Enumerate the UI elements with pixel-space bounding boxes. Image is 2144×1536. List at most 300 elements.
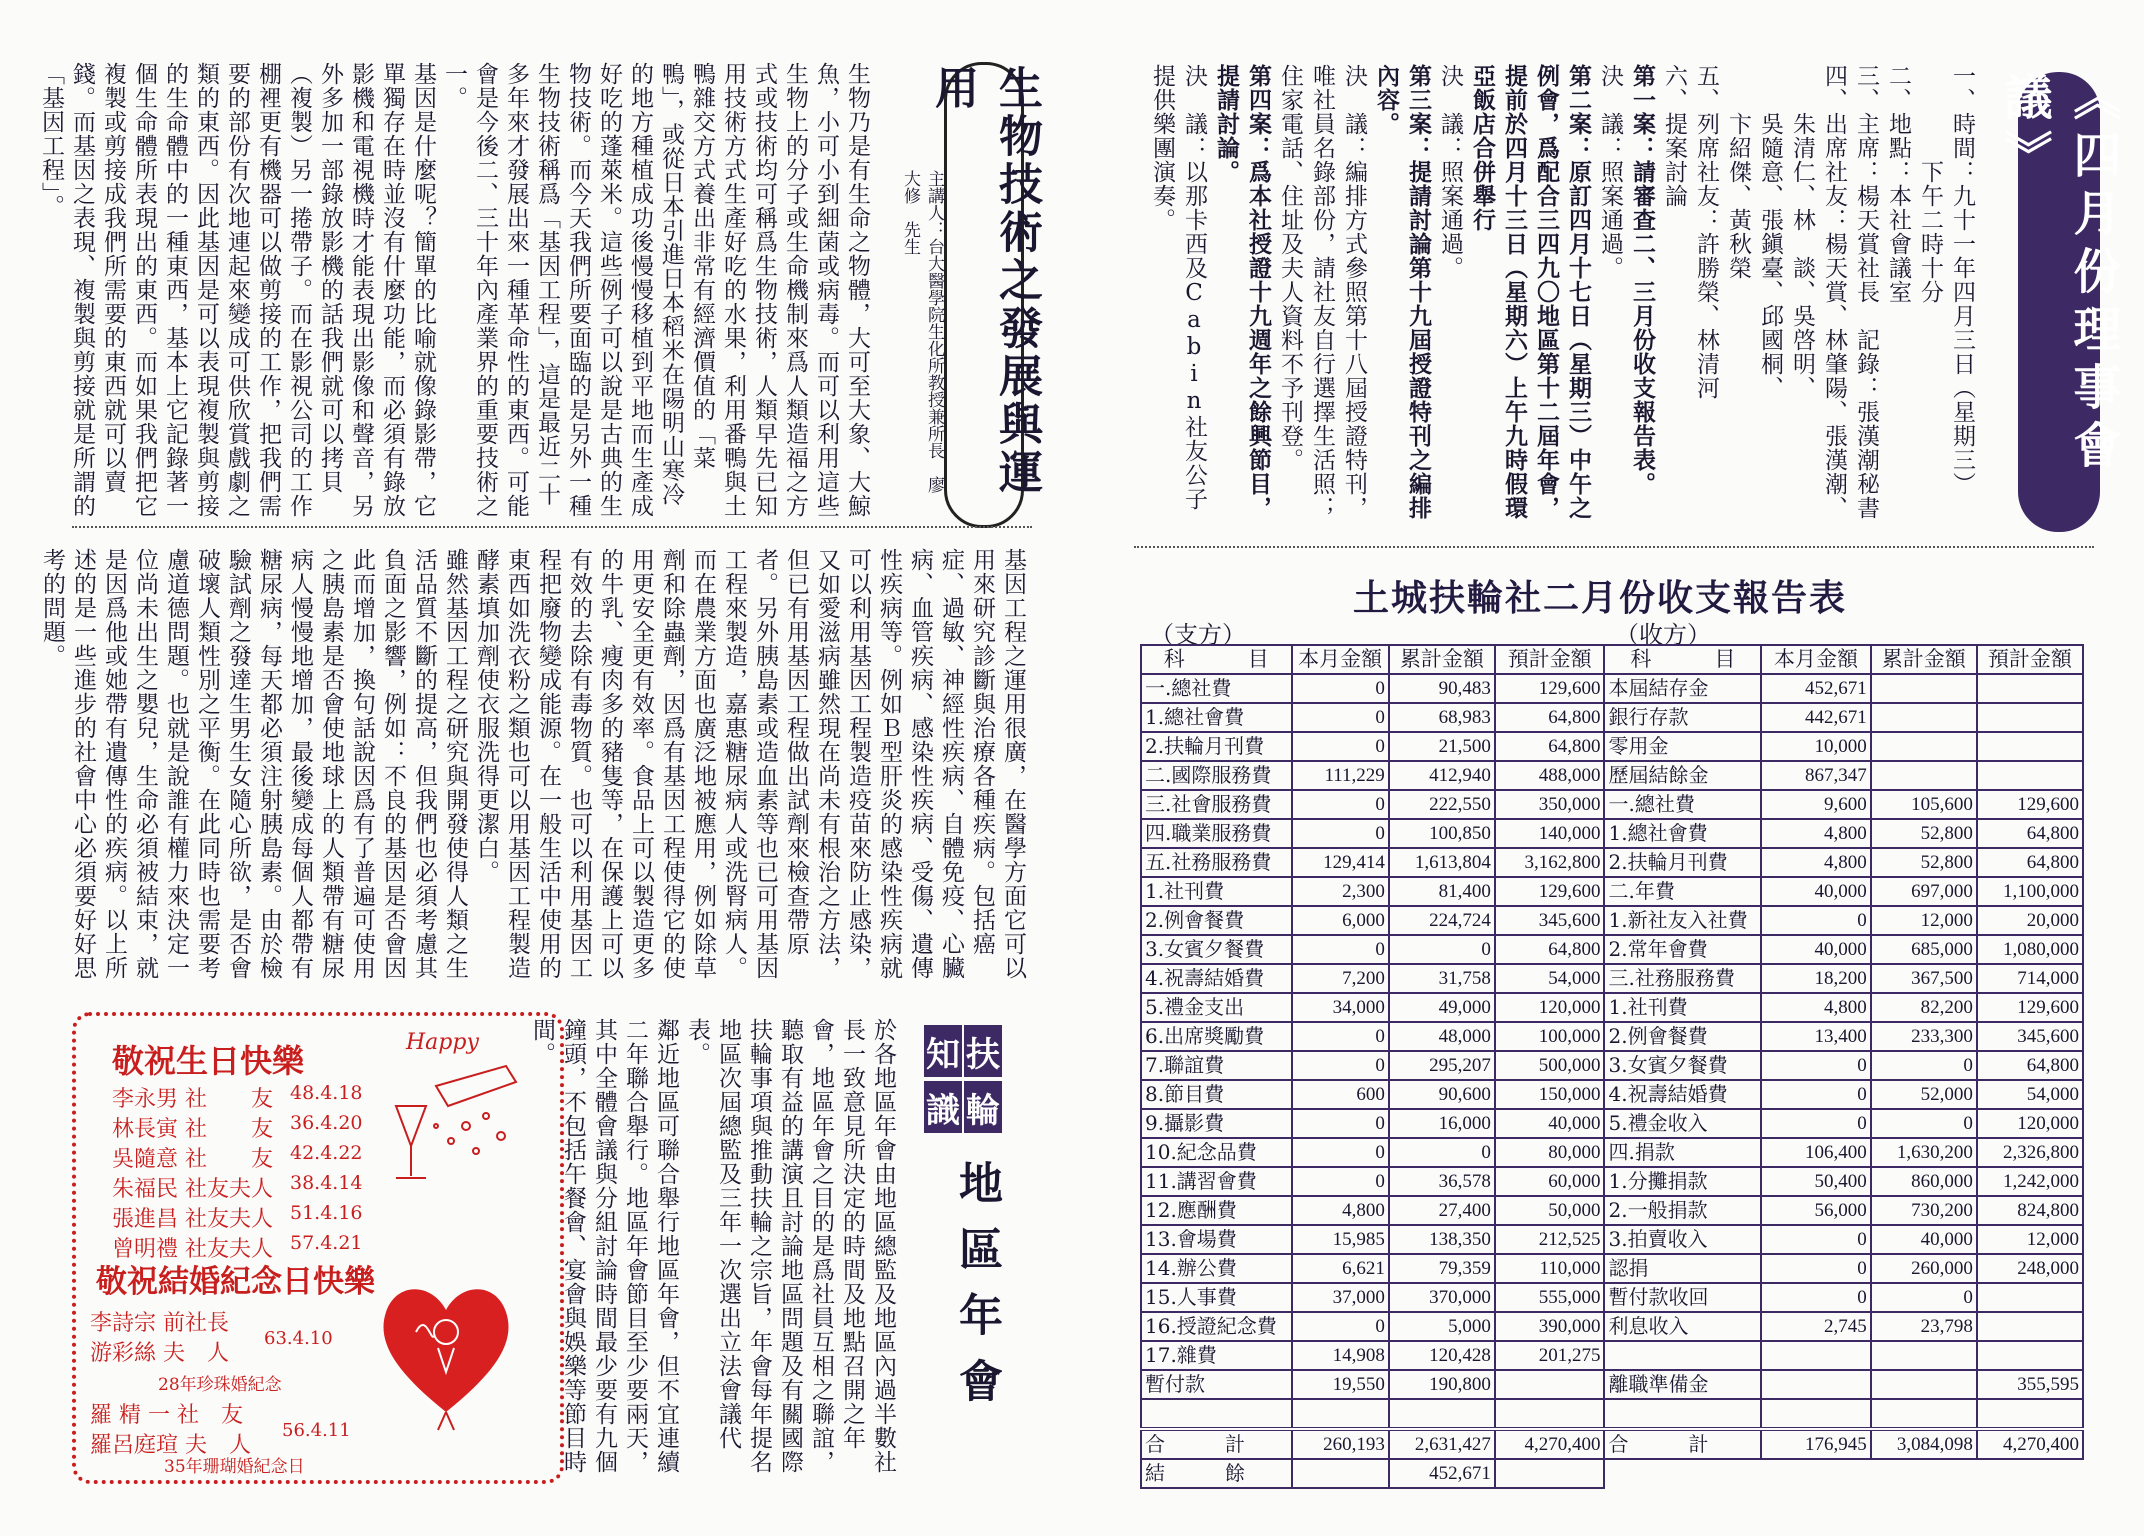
amount-cell: 0: [1292, 703, 1389, 732]
amount-cell: 4,800: [1761, 993, 1871, 1022]
amount-cell: 0: [1292, 1051, 1389, 1080]
empty-cell: [1761, 1399, 1871, 1429]
amount-cell: 212,525: [1495, 1225, 1605, 1254]
amount-cell: 0: [1292, 790, 1389, 819]
amount-cell: 110,000: [1495, 1254, 1605, 1283]
item-cell: 1.總社會費: [1141, 703, 1292, 732]
amount-cell: 0: [1761, 1051, 1871, 1080]
table-row: [1141, 1429, 2083, 1459]
table-row: [1141, 906, 2083, 935]
amount-cell: 64,800: [1977, 848, 2083, 877]
amount-cell: 129,600: [1495, 877, 1605, 906]
item-cell: 2.一般捐款: [1604, 1196, 1761, 1225]
amount-cell: 201,275: [1495, 1341, 1605, 1370]
case-4: 第四案：爲本社授證十九週年之餘興節目，提請討論。: [1213, 64, 1272, 520]
knowledge-text: [529, 1018, 898, 1480]
item-cell: 1.總社會費: [1604, 819, 1761, 848]
amount-cell: 222,550: [1389, 790, 1495, 819]
column-header: 科 目: [1141, 645, 1292, 674]
couple-2-note: 35年珊瑚婚紀念日: [164, 1457, 305, 1477]
article-paragraph: 生物乃是有生命之物體，大可至大象、大鯨魚，小可小到細菌或病毒。而可以利用這些生物上的分子或生命機制來爲人類造福之方式或技術均可稱爲生物技術，人類早先已知用技術方式生產好吃的水果，利用番鴨與土鴨雜交方式養出非常有經濟價值的「菜鴨」，或從日本引進日本稻米在陽明山寒冷的地方種植成功後慢慢移植到平地而生產成好吃的蓬萊米。這些例子可以說是古典的生物技術。而今天我們所要面臨的是另外一種生物技術稱爲「基因工程」，這是最近二十多年來才發展出來一種革命性的東西。可能會是今後二、三十年內產業界的重要技術之一。: [441, 62, 870, 518]
amount-cell: 345,600: [1495, 906, 1605, 935]
income-side-label: （收方）: [1615, 621, 1711, 649]
amount-cell: 0: [1292, 1167, 1389, 1196]
article-title: 生物技術之發展與運用: [927, 65, 1042, 497]
amount-cell: 0: [1292, 1312, 1389, 1341]
item-cell: 零用金: [1604, 732, 1761, 761]
table-row: [1141, 674, 2083, 703]
amount-cell: 370,000: [1389, 1283, 1495, 1312]
table-row: [1141, 877, 2083, 906]
item-cell: 14.辦公費: [1141, 1254, 1292, 1283]
rotary-knowledge-badge: [924, 1025, 1002, 1135]
birthday-date: 38.4.14: [290, 1172, 363, 1194]
column-header: 本月金額: [1761, 645, 1871, 674]
amount-cell: 0: [1761, 1225, 1871, 1254]
empty-cell: [1141, 1399, 1292, 1429]
item-cell: 三.社會服務費: [1141, 790, 1292, 819]
birthday-date: 48.4.18: [290, 1082, 363, 1104]
couple-1-date: 63.4.10: [264, 1328, 333, 1349]
amount-cell: 64,800: [1495, 732, 1605, 761]
amount-cell: 224,724: [1389, 906, 1495, 935]
amount-cell: 442,671: [1761, 703, 1871, 732]
amount-cell: 0: [1292, 1109, 1389, 1138]
amount-cell: 90,600: [1389, 1080, 1495, 1109]
table-row: [1141, 1138, 2083, 1167]
amount-cell: [1871, 732, 1977, 761]
amount-cell: 697,000: [1871, 877, 1977, 906]
table-row: [1141, 1254, 2083, 1283]
amount-cell: 6,000: [1292, 906, 1389, 935]
amount-cell: 390,000: [1495, 1312, 1605, 1341]
item-cell: 暫付款: [1141, 1370, 1292, 1399]
empty-cell: [1604, 1399, 1761, 1429]
amount-cell: 49,000: [1389, 993, 1495, 1022]
amount-cell: 13,400: [1761, 1022, 1871, 1051]
amount-cell: 21,500: [1389, 732, 1495, 761]
amount-cell: 0: [1389, 1138, 1495, 1167]
amount-cell: 52,000: [1871, 1080, 1977, 1109]
amount-cell: 355,595: [1977, 1370, 2083, 1399]
table-row: [1141, 1341, 2083, 1370]
amount-cell: 50,000: [1495, 1196, 1605, 1225]
item-cell: 合 計: [1604, 1429, 1761, 1459]
amount-cell: 81,400: [1389, 877, 1495, 906]
amount-cell: [1871, 703, 1977, 732]
meeting-title-banner: [1996, 72, 2121, 532]
table-row: [1141, 1109, 2083, 1138]
divider-dotted: [1134, 546, 2094, 548]
table-row: [1141, 819, 2083, 848]
amount-cell: 105,600: [1871, 790, 1977, 819]
meeting-line: 二、地點：本社會議室: [1885, 64, 1911, 304]
meeting-line: 卞紹傑、黃秋榮: [1725, 64, 1751, 280]
item-cell: 2.常年會費: [1604, 935, 1761, 964]
amount-cell: 12,000: [1871, 906, 1977, 935]
amount-cell: 6,621: [1292, 1254, 1389, 1283]
amount-cell: 82,200: [1871, 993, 1977, 1022]
amount-cell: 714,000: [1977, 964, 2083, 993]
item-cell: 4.祝壽結婚費: [1604, 1080, 1761, 1109]
meeting-line: 吳隨意、張鎭臺、邱國桐、: [1757, 64, 1783, 400]
table-row: [1141, 1022, 2083, 1051]
amount-cell: 867,347: [1761, 761, 1871, 790]
item-cell: 2.扶輪月刊費: [1141, 732, 1292, 761]
couple-2-wife: 羅呂庭瑄 夫 人: [90, 1433, 251, 1458]
amount-cell: 16,000: [1389, 1109, 1495, 1138]
amount-cell: 824,800: [1977, 1196, 2083, 1225]
item-cell: 1.社刊費: [1604, 993, 1761, 1022]
amount-cell: 2,300: [1292, 877, 1389, 906]
amount-cell: [1977, 761, 2083, 790]
item-cell: 2.扶輪月刊費: [1604, 848, 1761, 877]
couple-1-husband: 李詩宗 前社長: [90, 1311, 229, 1336]
greetings-card: [72, 1012, 564, 1484]
item-cell: 認捐: [1604, 1254, 1761, 1283]
amount-cell: 0: [1761, 1080, 1871, 1109]
amount-cell: 129,600: [1977, 790, 2083, 819]
birthday-date: 57.4.21: [290, 1232, 363, 1254]
amount-cell: 138,350: [1389, 1225, 1495, 1254]
amount-cell: 5,000: [1389, 1312, 1495, 1341]
amount-cell: 120,000: [1495, 993, 1605, 1022]
amount-cell: 0: [1761, 1109, 1871, 1138]
table-row: [1141, 1312, 2083, 1341]
amount-cell: 129,600: [1977, 993, 2083, 1022]
item-cell: 1.分攤捐款: [1604, 1167, 1761, 1196]
meeting-title: 《四月份理事會議》: [1996, 72, 2121, 478]
amount-cell: 0: [1871, 1283, 1977, 1312]
amount-cell: 555,000: [1495, 1283, 1605, 1312]
amount-cell: 52,800: [1871, 819, 1977, 848]
amount-cell: 0: [1761, 906, 1871, 935]
amount-cell: 90,483: [1389, 674, 1495, 703]
birthday-name: 朱福民 社友夫人: [112, 1177, 273, 1202]
meeting-line: 朱清仁、林 談、吳啓明、: [1789, 64, 1815, 400]
birthday-date: 36.4.20: [290, 1112, 363, 1134]
article-lower-text: [39, 548, 1028, 988]
amount-cell: 31,758: [1389, 964, 1495, 993]
amount-cell: 129,414: [1292, 848, 1389, 877]
amount-cell: 600: [1292, 1080, 1389, 1109]
amount-cell: 2,326,800: [1977, 1138, 2083, 1167]
item-cell: [1604, 1341, 1761, 1370]
amount-cell: 4,800: [1761, 848, 1871, 877]
amount-cell: 111,229: [1292, 761, 1389, 790]
meeting-line: 六、提案討論: [1661, 64, 1687, 208]
table-row: [1141, 1225, 2083, 1254]
amount-cell: [1495, 1459, 1605, 1488]
amount-cell: [1977, 703, 2083, 732]
amount-cell: 52,800: [1871, 848, 1977, 877]
amount-cell: 40,000: [1871, 1225, 1977, 1254]
item-cell: 17.雜費: [1141, 1341, 1292, 1370]
birthday-name: 曾明禮 社友夫人: [112, 1237, 273, 1262]
birthday-name: 林長寅 社 友: [112, 1117, 273, 1142]
amount-cell: 1,613,804: [1389, 848, 1495, 877]
amount-cell: 36,578: [1389, 1167, 1495, 1196]
amount-cell: 40,000: [1495, 1109, 1605, 1138]
table-row: [1141, 935, 2083, 964]
amount-cell: [1871, 674, 1977, 703]
column-header: 本月金額: [1292, 645, 1389, 674]
item-cell: 5.禮金收入: [1604, 1109, 1761, 1138]
couple-2-date: 56.4.11: [282, 1420, 351, 1441]
badge-char: 輪: [964, 1081, 1002, 1133]
case-2-resolution: 決 議：照案通過。: [1437, 64, 1463, 280]
case-3-resolution: 決 議：編排方式參照第十八屆授證特刊，唯社員名錄部份，請社友自行選擇生活照；住家電話、住址及夫人資料不予刊登。: [1277, 64, 1367, 520]
item-cell: 12.應酬費: [1141, 1196, 1292, 1225]
birthday-date: 42.4.22: [290, 1142, 363, 1164]
amount-cell: 120,000: [1977, 1109, 2083, 1138]
table-row: [1141, 964, 2083, 993]
amount-cell: 260,193: [1292, 1429, 1389, 1459]
amount-cell: 0: [1761, 1254, 1871, 1283]
amount-cell: 1,100,000: [1977, 877, 2083, 906]
article-speaker: 主講人：台大醫學院生化所教授兼所長 廖大修 先生: [900, 170, 944, 493]
amount-cell: 4,270,400: [1495, 1429, 1605, 1459]
amount-cell: 500,000: [1495, 1051, 1605, 1080]
meeting-line: 三、主席：楊天賞社長 記錄：張漢潮秘書: [1853, 64, 1879, 520]
anniversary-title: 敬祝結婚紀念日快樂: [96, 1264, 375, 1300]
column-header: 預計金額: [1495, 645, 1605, 674]
amount-cell: 23,798: [1871, 1312, 1977, 1341]
table-row: [1141, 1370, 2083, 1399]
amount-cell: 260,000: [1871, 1254, 1977, 1283]
table-row: [1141, 703, 2083, 732]
table-row: [1141, 848, 2083, 877]
item-cell: 二.國際服務費: [1141, 761, 1292, 790]
item-cell: 16.授證紀念費: [1141, 1312, 1292, 1341]
item-cell: 四.職業服務費: [1141, 819, 1292, 848]
amount-cell: 15,985: [1292, 1225, 1389, 1254]
balance-row: [1141, 1459, 2083, 1488]
amount-cell: 1,630,200: [1871, 1138, 1977, 1167]
amount-cell: 34,000: [1292, 993, 1389, 1022]
expense-side-label: （支方）: [1150, 621, 1246, 649]
item-cell: 2.例會餐費: [1141, 906, 1292, 935]
table-row: [1141, 993, 2083, 1022]
amount-cell: [1977, 732, 2083, 761]
amount-cell: 129,600: [1495, 674, 1605, 703]
item-cell: 13.會場費: [1141, 1225, 1292, 1254]
meeting-line: 五、列席社友：許勝榮、林清河: [1693, 64, 1719, 400]
item-cell: 五.社務服務費: [1141, 848, 1292, 877]
table-row: [1141, 1167, 2083, 1196]
amount-cell: 100,850: [1389, 819, 1495, 848]
amount-cell: [1871, 1370, 1977, 1399]
amount-cell: 412,940: [1389, 761, 1495, 790]
item-cell: 本屆結存金: [1604, 674, 1761, 703]
amount-cell: 64,800: [1977, 1051, 2083, 1080]
item-cell: 離職準備金: [1604, 1370, 1761, 1399]
amount-cell: 233,300: [1871, 1022, 1977, 1051]
amount-cell: 64,800: [1977, 819, 2083, 848]
couple-1-wife: 游彩絲 夫 人: [90, 1341, 229, 1366]
amount-cell: 54,000: [1977, 1080, 2083, 1109]
table-row: [1141, 1051, 2083, 1080]
table-row: [1141, 1080, 2083, 1109]
item-cell: 9.攝影費: [1141, 1109, 1292, 1138]
amount-cell: 0: [1761, 1283, 1871, 1312]
item-cell: 暫付款收回: [1604, 1283, 1761, 1312]
spacer-row: [1141, 1399, 2083, 1429]
badge-char: 扶: [964, 1025, 1002, 1077]
item-cell: 一.總社費: [1604, 790, 1761, 819]
amount-cell: 56,000: [1761, 1196, 1871, 1225]
amount-cell: 48,000: [1389, 1022, 1495, 1051]
couple-1-note: 28年珍珠婚紀念: [158, 1375, 282, 1395]
amount-cell: 12,000: [1977, 1225, 2083, 1254]
amount-cell: [1761, 1341, 1871, 1370]
amount-cell: 80,000: [1495, 1138, 1605, 1167]
item-cell: 6.出席獎勵費: [1141, 1022, 1292, 1051]
amount-cell: 19,550: [1292, 1370, 1389, 1399]
item-cell: 2.例會餐費: [1604, 1022, 1761, 1051]
column-header: 科 目: [1604, 645, 1761, 674]
empty-cell: [1389, 1399, 1495, 1429]
item-cell: 四.捐款: [1604, 1138, 1761, 1167]
item-cell: 8.節目費: [1141, 1080, 1292, 1109]
amount-cell: 68,983: [1389, 703, 1495, 732]
amount-cell: 0: [1389, 935, 1495, 964]
heart-cupid-illustration: [376, 1272, 516, 1432]
article-paragraph: 基因是什麼呢？簡單的比喻就像錄影帶，它單獨存在時並沒有什麼功能，而必須有錄放影機和電視機時才能表現出影像和聲音，另外多加一部錄放影機的話我們就可以拷貝（複製）另一捲帶子。而在影視公司的工作棚裡更有機器可以做剪接的工作，把我們需要的部份有次地連起來變成可供欣賞戲劇之類的東西。因此基因是可以表現複製與剪接的生命體中的一種東西，基本上它記錄著一個生命體所表現出的東西。而如果我們把它複製或剪接成我們所需要的東西就可以賣錢。而基因之表現、複製與剪接就是所謂的「基因工程」。: [38, 62, 436, 518]
amount-cell: 40,000: [1761, 877, 1871, 906]
amount-cell: 120,428: [1389, 1341, 1495, 1370]
case-4-resolution: 決 議：以那卡西及Cabin社友公子提供樂團演奏。: [1149, 64, 1207, 511]
item-cell: 10.紀念品費: [1141, 1138, 1292, 1167]
table-row: [1141, 790, 2083, 819]
amount-cell: 367,500: [1871, 964, 1977, 993]
amount-cell: 0: [1292, 1138, 1389, 1167]
amount-cell: 150,000: [1495, 1080, 1605, 1109]
amount-cell: 50,400: [1761, 1167, 1871, 1196]
birthday-title: 敬祝生日快樂: [112, 1042, 305, 1080]
amount-cell: 2,631,427: [1389, 1429, 1495, 1459]
amount-cell: 0: [1292, 935, 1389, 964]
couple-2-husband: 羅 精 一 社 友: [90, 1403, 243, 1428]
amount-cell: [1977, 1341, 2083, 1370]
amount-cell: 190,800: [1389, 1370, 1495, 1399]
item-cell: 銀行存款: [1604, 703, 1761, 732]
empty-cell: [1604, 1459, 2083, 1488]
amount-cell: 295,207: [1389, 1051, 1495, 1080]
item-cell: 5.禮金支出: [1141, 993, 1292, 1022]
amount-cell: [1977, 674, 2083, 703]
amount-cell: 3,162,800: [1495, 848, 1605, 877]
amount-cell: 100,000: [1495, 1022, 1605, 1051]
meeting-minutes: [1146, 64, 1978, 534]
divider-dotted: [72, 526, 1032, 528]
table-body: [1141, 674, 2083, 1488]
table-header-row: [1141, 645, 2083, 674]
item-cell: 3.拍賣收入: [1604, 1225, 1761, 1254]
amount-cell: 350,000: [1495, 790, 1605, 819]
amount-cell: 20,000: [1977, 906, 2083, 935]
table-row: [1141, 761, 2083, 790]
amount-cell: 27,400: [1389, 1196, 1495, 1225]
amount-cell: 64,800: [1495, 703, 1605, 732]
item-cell: 3.女賓夕餐費: [1141, 935, 1292, 964]
item-cell: 二.年費: [1604, 877, 1761, 906]
item-cell: 歷屆結餘金: [1604, 761, 1761, 790]
amount-cell: 0: [1871, 1051, 1977, 1080]
amount-cell: 106,400: [1761, 1138, 1871, 1167]
case-1-resolution: 決 議：照案通過。: [1597, 64, 1623, 280]
income-expense-table: [1140, 644, 2084, 1489]
amount-cell: 248,000: [1977, 1254, 2083, 1283]
amount-cell: 18,200: [1761, 964, 1871, 993]
amount-cell: 79,359: [1389, 1254, 1495, 1283]
amount-cell: 488,000: [1495, 761, 1605, 790]
item-cell: 11.講習會費: [1141, 1167, 1292, 1196]
article-paragraph: 基因工程之運用很廣，在醫學方面它可以用來研究診斷與治療各種疾病。包括癌症、過敏、神經性疾病、自體免疫、心臟病、血管疾病、感染性疾病、受傷、遺傳性疾病等。例如Ｂ型肝炎的感染性疾病就可以利用基因工程製造疫苗來防止感染，又如愛滋病雖然現在尚未有根治之方法，但已有用基因工程做出試劑來檢查帶原者。另外胰島素或造血素等也已可用基因工程來製造，嘉惠糖尿病人或洗腎病人。而在農業方面也廣泛地被應用，例如除草劑和除蟲劑，因爲有基因工程使得它的使用更安全更有效率。食品上可以製造更多的牛乳、瘦肉多的豬隻等，在保護上可以有效的去除有毒物質。也可以利用基因工程把廢物變成能源。在一般生活中使用的東西如洗衣粉之類也可以用基因工程製造酵素填加劑使衣服洗得更潔白。: [473, 548, 1026, 980]
empty-cell: [1495, 1399, 1605, 1429]
empty-cell: [1977, 1399, 2083, 1429]
case-1: 第一案：請審查二、三月份收支報告表。: [1629, 64, 1656, 496]
amount-cell: 64,800: [1495, 935, 1605, 964]
amount-cell: 14,908: [1292, 1341, 1389, 1370]
amount-cell: 1,242,000: [1977, 1167, 2083, 1196]
amount-cell: 860,000: [1871, 1167, 1977, 1196]
amount-cell: 140,000: [1495, 819, 1605, 848]
item-cell: 15.人事費: [1141, 1283, 1292, 1312]
birthday-date: 51.4.16: [290, 1202, 363, 1224]
report-title: 土城扶輪社二月份收支報告表: [1352, 578, 1847, 619]
item-cell: 利息收入: [1604, 1312, 1761, 1341]
amount-cell: 0: [1292, 819, 1389, 848]
amount-cell: 452,671: [1761, 674, 1871, 703]
amount-cell: 730,200: [1871, 1196, 1977, 1225]
amount-cell: 1,080,000: [1977, 935, 2083, 964]
item-cell: 合 計: [1141, 1429, 1292, 1459]
item-cell: 7.聯誼費: [1141, 1051, 1292, 1080]
item-cell: 3.女賓夕餐費: [1604, 1051, 1761, 1080]
amount-cell: [1292, 1459, 1389, 1488]
amount-cell: 4,800: [1292, 1196, 1389, 1225]
knowledge-title: 地區年會: [951, 1160, 1002, 1424]
amount-cell: 54,000: [1495, 964, 1605, 993]
amount-cell: 452,671: [1389, 1459, 1495, 1488]
knowledge-paragraph: 於各地區年會由地區總監及地區內過半數社長一致意見所決定的時間及地點召開之年會，地區年會之目的是爲社員互相之聯誼，聽取有益的講演且討論地區問題及有關國際扶輪事項與推動扶輪之宗旨，年會每年提名地區次屆總監及三年一次選出立法會議代表。: [684, 1018, 896, 1474]
article-title-box: [927, 62, 1042, 528]
amount-cell: [1871, 761, 1977, 790]
amount-cell: [1977, 1283, 2083, 1312]
meeting-line: 四、出席社友：楊天賞、林肇陽、張漢潮、: [1821, 64, 1847, 520]
item-cell: 結 餘: [1141, 1459, 1292, 1488]
champagne-illustration: [376, 1046, 536, 1196]
amount-cell: 60,000: [1495, 1167, 1605, 1196]
item-cell: 一.總社費: [1141, 674, 1292, 703]
amount-cell: 2,745: [1761, 1312, 1871, 1341]
column-header: 累計金額: [1389, 645, 1495, 674]
knowledge-paragraph: 鄰近地區可聯合舉行地區年會，但不宜連續二年聯合舉行。地區年會節目至少要兩天，其中全體會議與分組討論時間最少要有九個鐘頭，不包括午餐會、宴會與娛樂等節目時間。: [529, 1018, 679, 1474]
case-3: 第三案：提請討論第十九屆授證特刊之編排內容。: [1373, 64, 1432, 520]
column-header: 累計金額: [1871, 645, 1977, 674]
item-cell: 4.祝壽結婚費: [1141, 964, 1292, 993]
item-cell: 三.社務服務費: [1604, 964, 1761, 993]
article-upper-text: [38, 62, 872, 522]
amount-cell: 176,945: [1761, 1429, 1871, 1459]
table-row: [1141, 1283, 2083, 1312]
amount-cell: 40,000: [1761, 935, 1871, 964]
table-row: [1141, 1196, 2083, 1225]
case-2: 第二案：原訂四月十七日（星期三）中午之例會，爲配合三四九〇地區第十二屆年會，提前於四月十三日（星期六）上午九時假環亞飯店合併舉行: [1469, 64, 1592, 520]
amount-cell: 685,000: [1871, 935, 1977, 964]
amount-cell: 4,270,400: [1977, 1429, 2083, 1459]
